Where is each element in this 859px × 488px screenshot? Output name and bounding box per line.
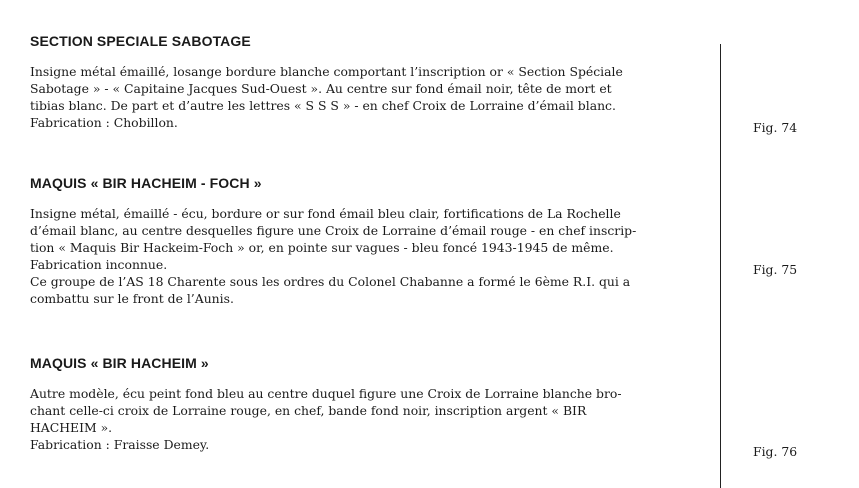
description-line: tibias blanc. De part et d’autre les lettres « S S S » - en chef Croix de Lorraine d’émail blanc. [30,98,616,113]
figure-reference-74: Fig. 74 [753,120,798,135]
description-line: Sabotage » - « Capitaine Jacques Sud-Ouest ». Au centre sur fond émail noir, tête de mort et [30,81,612,96]
entry-section-speciale-sabotage [30,33,680,131]
description-line: Fabrication inconnue. [30,257,168,272]
description-line: Autre modèle, écu peint fond bleu au centre duquel figure une Croix de Lorraine blanche bro- [30,386,622,401]
page-divider [720,44,721,488]
entry-description [30,385,680,453]
description-line: tion « Maquis Bir Hackeim-Foch » or, en pointe sur vagues - bleu foncé 1943-1945 de même. [30,240,614,255]
description-line: d’émail blanc, au centre desquelles figure une Croix de Lorraine d’émail rouge - en chef inscrip- [30,223,637,238]
description-line: Insigne métal, émaillé - écu, bordure or sur fond émail bleu clair, fortifications de La Rochelle [30,206,621,221]
description-line: Ce groupe de l’AS 18 Charente sous les ordres du Colonel Chabanne a formé le 6ème R.I. qui a [30,274,631,289]
description-line: Fabrication : Fraisse Demey. [30,437,210,452]
entry-title: MAQUIS « BIR HACHEIM » [30,355,209,371]
description-line: combattu sur le front de l’Aunis. [30,291,234,306]
figure-reference-76: Fig. 76 [753,444,798,459]
entry-title: SECTION SPECIALE SABOTAGE [30,33,251,49]
entry-title: MAQUIS « BIR HACHEIM - FOCH » [30,175,262,191]
entry-maquis-bir-hacheim-foch [30,175,680,307]
entry-description [30,205,680,307]
entry-description [30,63,680,131]
description-line: chant celle-ci croix de Lorraine rouge, en chef, bande fond noir, inscription argent « BIR [30,403,587,418]
figure-reference-75: Fig. 75 [753,262,798,277]
description-line: Insigne métal émaillé, losange bordure blanche comportant l’inscription or « Section Spéciale [30,64,623,79]
entry-maquis-bir-hacheim [30,355,680,453]
description-line: Fabrication : Chobillon. [30,115,178,130]
description-line: HACHEIM ». [30,420,113,435]
